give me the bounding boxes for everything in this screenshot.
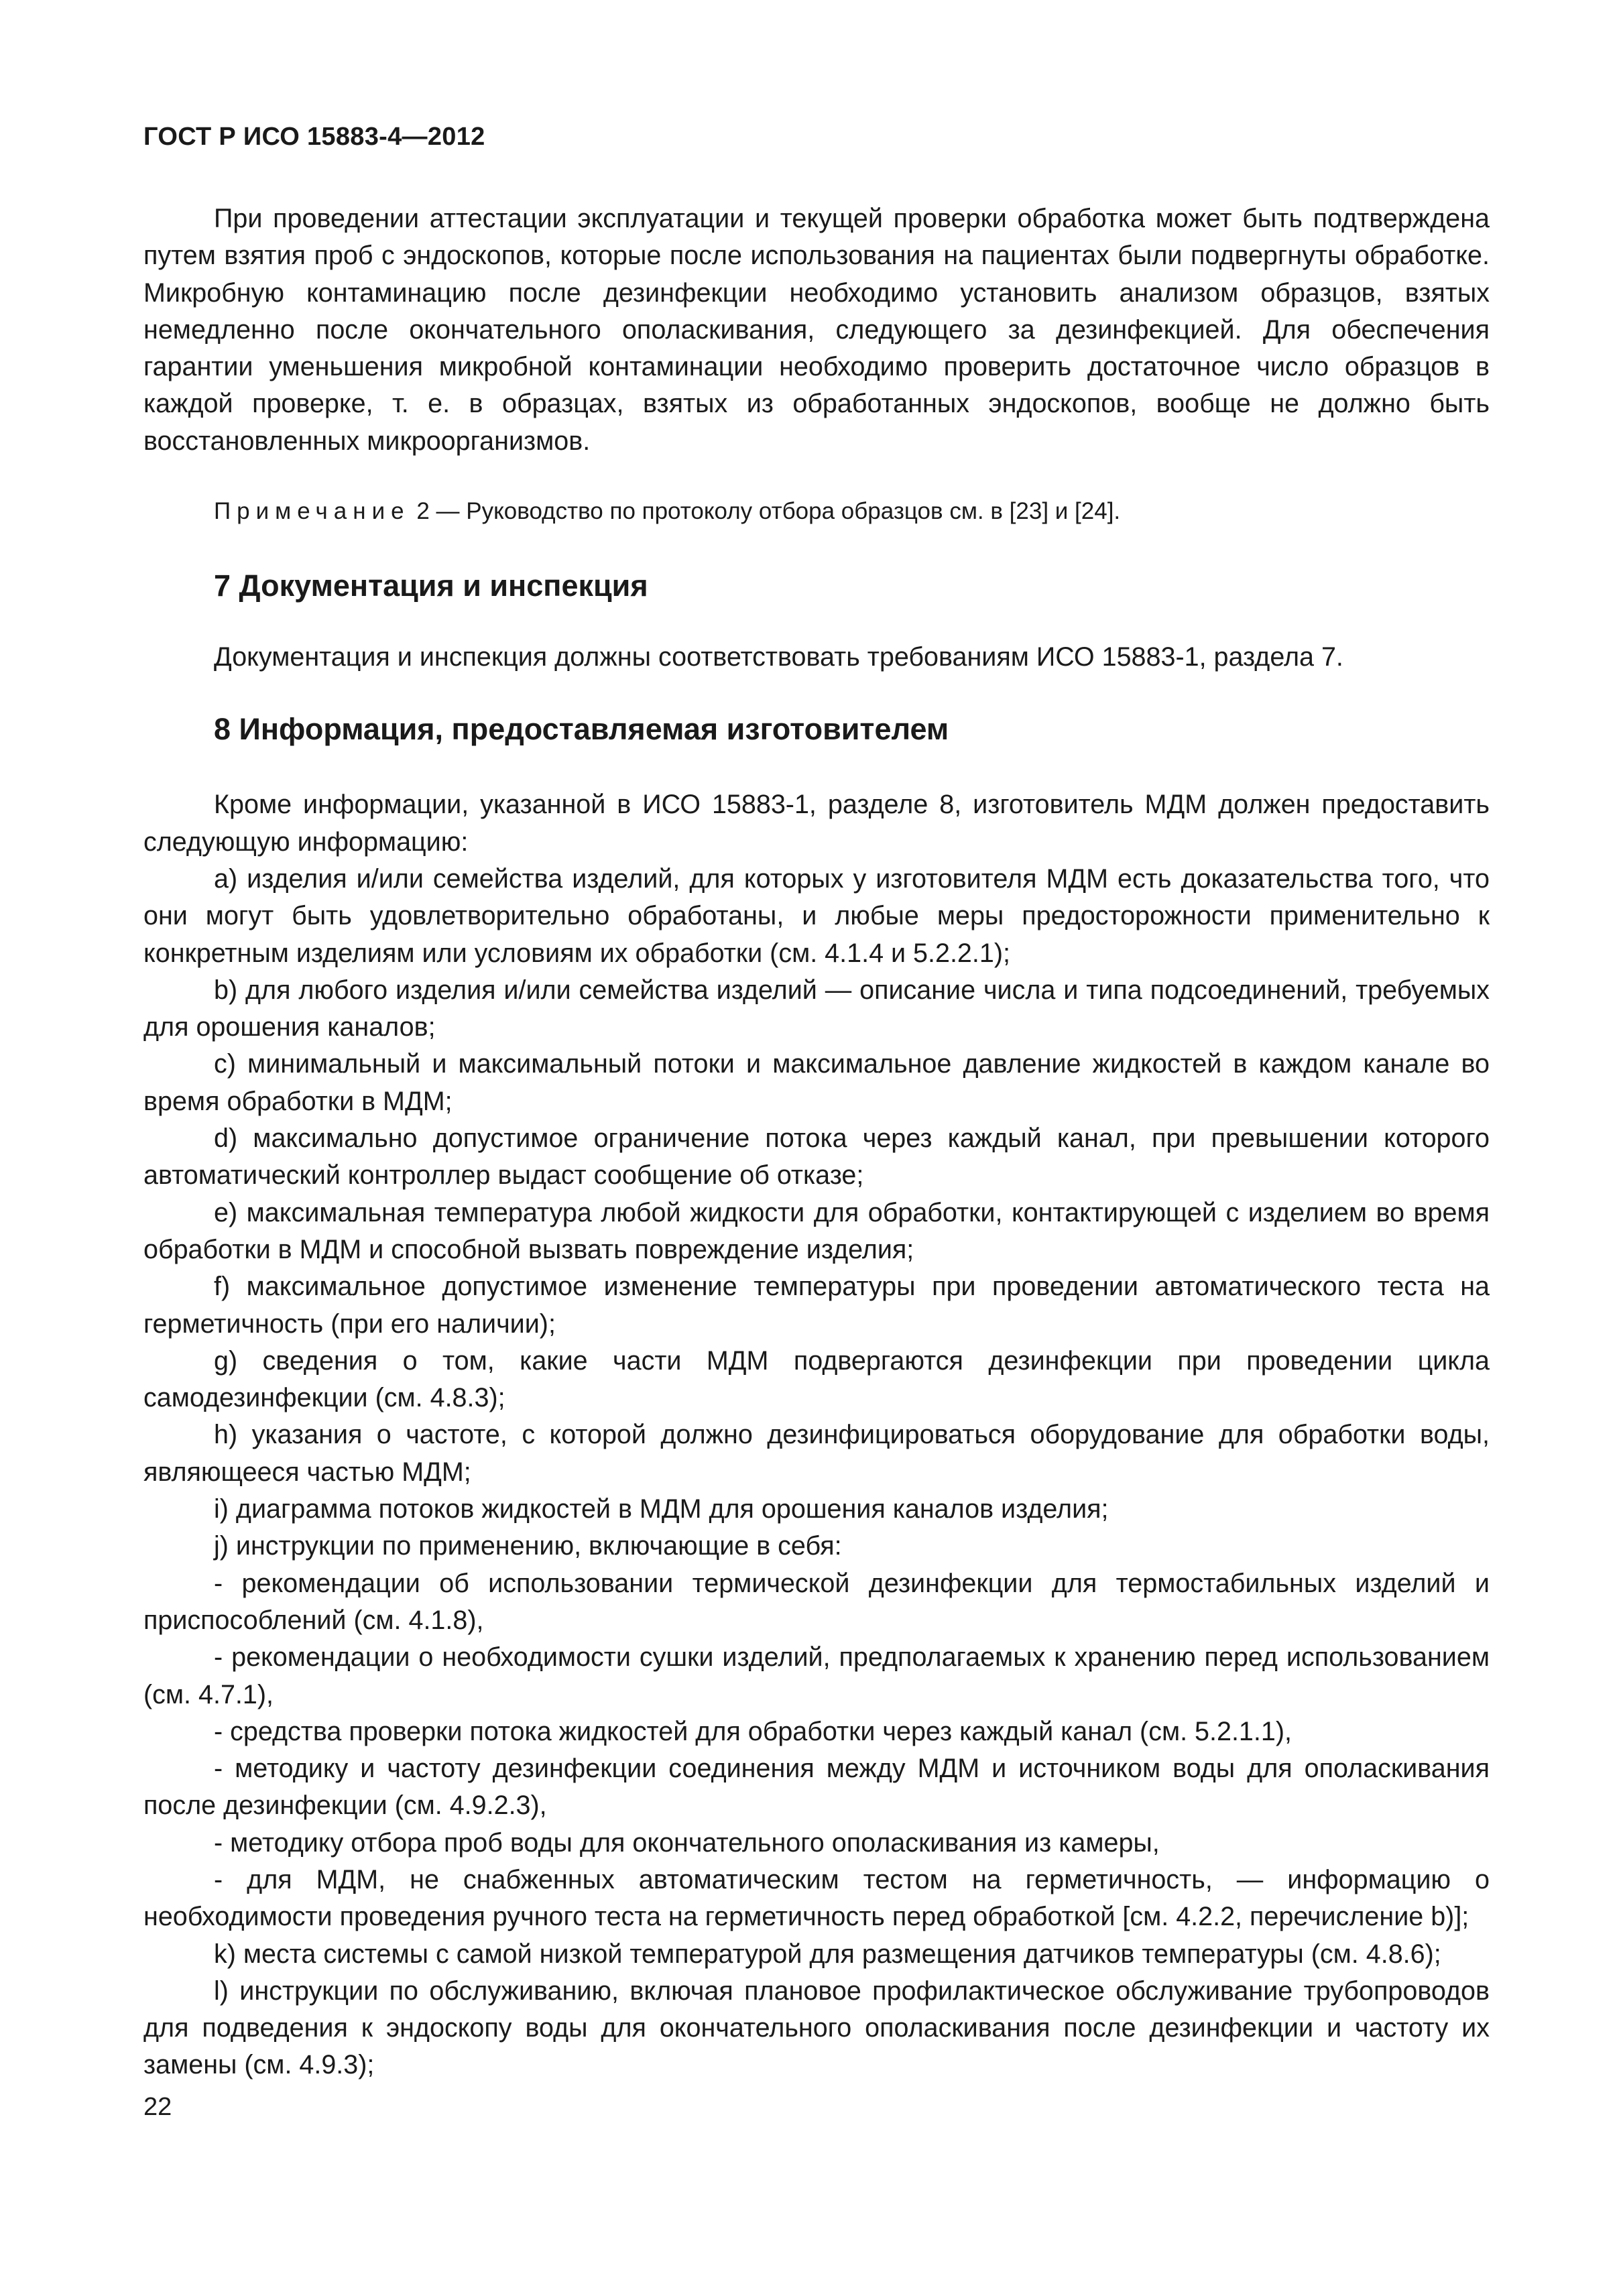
list-subitem-leak-test: - для МДМ, не снабженных автоматическим тестом на герметичность, — информацию о необходимости проведения ручного теста на герметичность перед обработкой [см. 4.2.2, перечисление b)];: [143, 1864, 1490, 1932]
list-item-a: а) изделия и/или семейства изделий, для которых у изготовителя МДМ есть доказательства того, что они могут быть удовлетворительно обработаны, и любые меры предосторожности применительно к конкретным изделиям или условиям их обработки (см. 4.1.4 и 5.2.2.1);: [143, 863, 1490, 968]
section-8-title: 8 Информация, предоставляемая изготовителем: [214, 712, 949, 747]
page-content: [143, 200, 1490, 2084]
list-subitem-thermal: - рекомендации об использовании термической дезинфекции для термостабильных изделий и приспособлений (см. 4.1.8),: [143, 1568, 1490, 1635]
standard-header: ГОСТ Р ИСО 15883-4—2012: [143, 123, 485, 151]
list-subitem-flow-check: - средства проверки потока жидкостей для обработки через каждый канал (см. 5.2.1.1),: [214, 1716, 1292, 1746]
list-item-j: j) инструкции по применению, включающие в себя:: [214, 1531, 842, 1561]
list-subitem-drying: - рекомендации о необходимости сушки изделий, предполагаемых к хранению перед использованием (см. 4.7.1),: [143, 1642, 1490, 1709]
page-number: 22: [143, 2093, 172, 2121]
note-label: Примечание: [214, 498, 410, 525]
list-item-h: h) указания о частоте, с которой должно дезинфицироваться оборудование для обработки воды, являющееся частью МДМ;: [143, 1420, 1490, 1487]
list-item-k: k) места системы с самой низкой температурой для размещения датчиков температуры (см. 4.8.6);: [214, 1939, 1441, 1969]
list-item-f: f) максимальное допустимое изменение температуры при проведении автоматического теста на герметичность (при его наличии);: [143, 1272, 1490, 1339]
intro-paragraph: При проведении аттестации эксплуатации и текущей проверки обработка может быть подтверждена путем взятия проб с эндоскопов, которые после использования на пациентах были подвергнуты обработке. Микробную контаминацию после дезинфекции необходимо установить анализом образцов, взятых немедленно после окончательного ополаскивания, следующего за дезинфекцией. Для обеспечения гарантии уменьшения микробной контаминации необходимо проверить достаточное число образцов в каждой проверке, т. е. в образцах, взятых из обработанных эндоскопов, вообще не должно быть восстановленных микроорганизмов.: [143, 204, 1490, 456]
list-item-i: i) диаграмма потоков жидкостей в МДМ для орошения каналов изделия;: [214, 1494, 1109, 1524]
list-item-c: c) минимальный и максимальный потоки и максимальное давление жидкостей в каждом канале во время обработки в МДМ;: [143, 1049, 1490, 1116]
list-item-d: d) максимально допустимое ограничение потока через каждый канал, при превышении которого автоматический контроллер выдаст сообщение об отказе;: [143, 1124, 1490, 1191]
section-7-title: 7 Документация и инспекция: [214, 568, 648, 603]
list-subitem-connection-disinfection: - методику и частоту дезинфекции соединения между МДМ и источником воды для ополаскивания после дезинфекции (см. 4.9.2.3),: [143, 1754, 1490, 1821]
list-item-g: g) сведения о том, какие части МДМ подвергаются дезинфекции при проведении цикла самодезинфекции (см. 4.8.3);: [143, 1345, 1490, 1413]
list-item-b: b) для любого изделия и/или семейства изделий — описание числа и типа подсоединений, требуемых для орошения каналов;: [143, 975, 1490, 1042]
list-item-e: e) максимальная температура любой жидкости для обработки, контактирующей с изделием во время обработки в МДМ и способной вызвать повреждение изделия;: [143, 1197, 1490, 1264]
list-subitem-water-sampling: - методику отбора проб воды для окончательного ополаскивания из камеры,: [214, 1827, 1160, 1858]
section-8-lead: Кроме информации, указанной в ИСО 15883-1, разделе 8, изготовитель МДМ должен предоставить следующую информацию:: [143, 790, 1490, 857]
list-item-l: l) инструкции по обслуживанию, включая плановое профилактическое обслуживание трубопроводов для подведения к эндоскопу воды для окончательного ополаскивания после дезинфекции и частоту их замены (см. 4.9.3);: [143, 1976, 1490, 2080]
note: [143, 493, 1490, 530]
note-text: 2 — Руководство по протоколу отбора образцов см. в [23] и [24].: [416, 498, 1121, 525]
section-7-text: Документация и инспекция должны соответствовать требованиям ИСО 15883-1, раздела 7.: [214, 642, 1343, 672]
